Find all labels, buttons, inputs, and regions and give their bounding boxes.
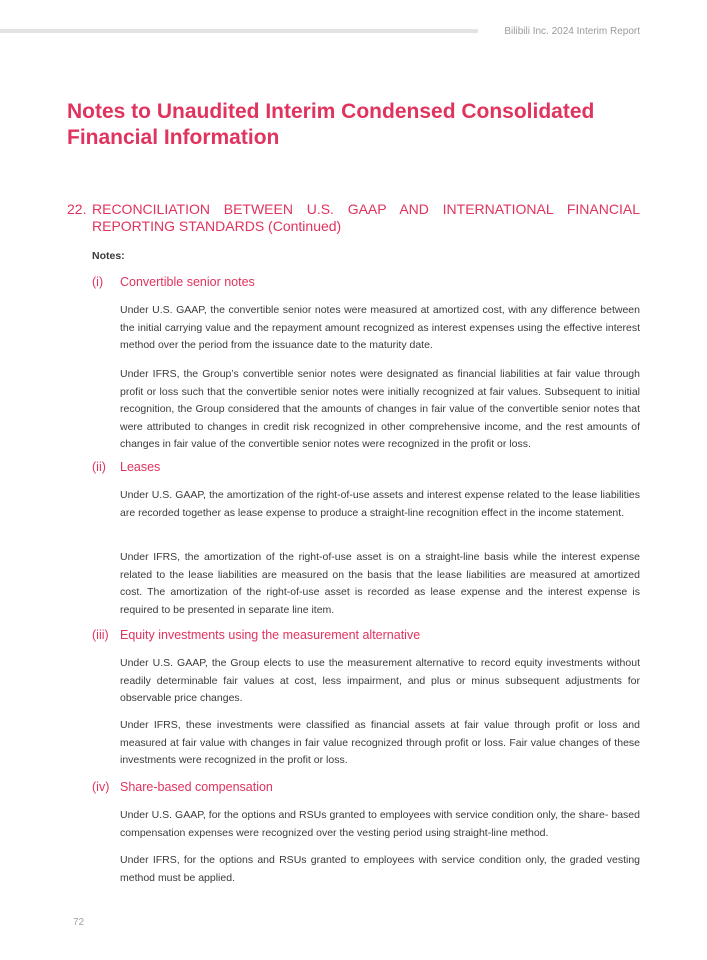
subsection-title: Share-based compensation (120, 780, 273, 794)
section-heading (67, 201, 640, 235)
section-number: 22. (67, 201, 87, 217)
header-rule (0, 29, 478, 33)
paragraph: Under U.S. GAAP, the Group elects to use the measurement alternative to record equity investments without readily determinable fair values at cost, less impairment, and plus or minus subsequent adjustments for observable price changes. (120, 657, 640, 704)
paragraph: Under U.S. GAAP, for the options and RSUs granted to employees with service condition only, the share- based compensation expenses were recognized over the vesting period using straight-line method. (120, 809, 640, 839)
paragraph: Under IFRS, for the options and RSUs granted to employees with service condition only, the graded vesting method must be applied. (120, 854, 640, 884)
page-number: 72 (73, 917, 85, 928)
paragraph: Under IFRS, the Group’s convertible senior notes were designated as financial liabilities at fair value through profit or loss such that the convertible senior notes were initially recognized at fair values. Subsequent to initial recognition, the Group considered that the amounts of changes in fair value of the convertible senior notes that were attributed to changes in credit risk recognized in other comprehensive income, and the rest amounts of changes in fair value of the convertible senior notes were recognized in the profit or loss. (120, 368, 640, 450)
subsection-number: (ii) (92, 460, 106, 474)
paragraph: Under U.S. GAAP, the amortization of the right-of-use assets and interest expense related to the lease liabilities are recorded together as lease expense to produce a straight-line recognition effect in the income statement. (120, 489, 640, 519)
subsection-title: Equity investments using the measurement alternative (120, 628, 421, 642)
paragraph: Under U.S. GAAP, the convertible senior notes were measured at amortized cost, with any difference between the initial carrying value and the repayment amount recognized as interest expenses using the effective interest method over the period from the issuance date to the maturity date. (120, 304, 640, 351)
subsection-number: (iv) (92, 780, 110, 794)
report-title: Bilibili Inc. 2024 Interim Report (504, 26, 640, 37)
subsection-number: (i) (92, 275, 104, 289)
subsection-title: Leases (120, 460, 161, 474)
subsection-title: Convertible senior notes (120, 275, 255, 289)
section-title: RECONCILIATION BETWEEN U.S. GAAP AND INTERNATIONAL FINANCIAL REPORTING STANDARDS (Continued) (92, 201, 640, 234)
subsection-number: (iii) (92, 628, 109, 642)
paragraph: Under IFRS, the amortization of the right-of-use asset is on a straight-line basis while the interest expense related to the lease liabilities are measured on the basis that the lease liabilities are measured at amortized cost. The amortization of the right-of-use asset is recorded as lease expense and the interest expense is required to be presented in separate line item. (120, 551, 640, 616)
page-title: Notes to Unaudited Interim Condensed Consolidated Financial Information (67, 100, 595, 149)
notes-label: Notes: (92, 250, 125, 262)
paragraph: Under IFRS, these investments were classified as financial assets at fair value through profit or loss and measured at fair value with changes in fair value recognized through profit or loss. Fair value changes of these investments were recognized in the profit or loss. (120, 719, 640, 766)
